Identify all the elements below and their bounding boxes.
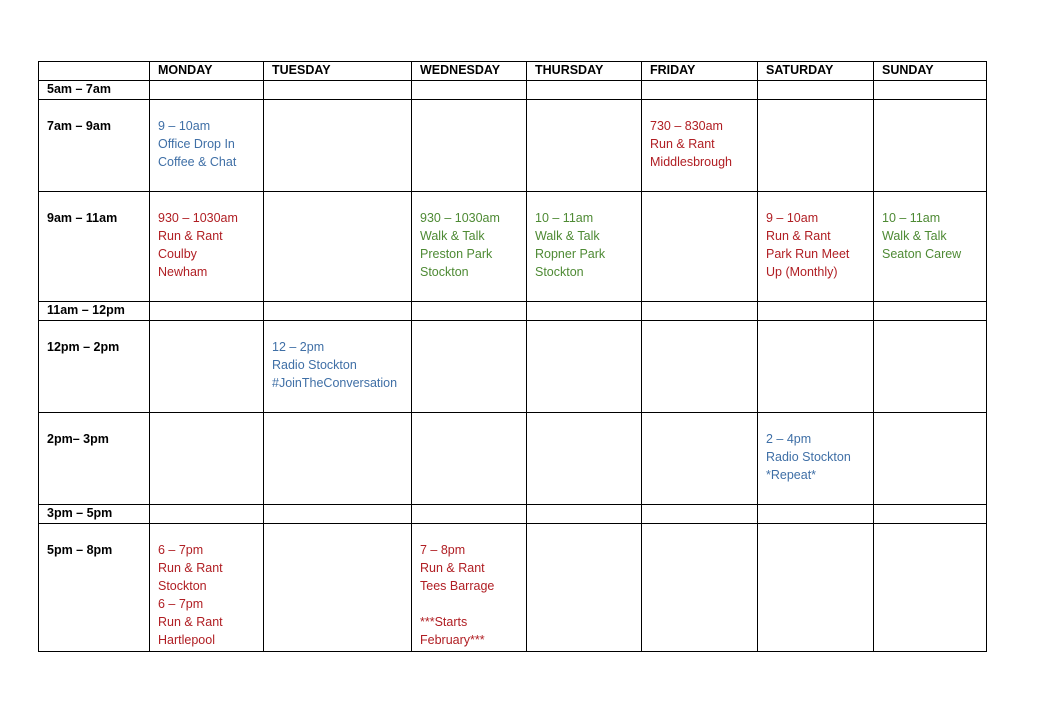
- empty-cell: [412, 100, 527, 192]
- event-text: Stockton: [420, 265, 469, 279]
- corner-cell: [39, 62, 150, 81]
- event-cell: [527, 192, 642, 302]
- event-text: Middlesbrough: [650, 155, 732, 169]
- event-text: *Repeat*: [766, 468, 817, 482]
- empty-cell: [758, 100, 874, 192]
- event-cell: [412, 192, 527, 302]
- empty-cell: [264, 100, 412, 192]
- time-slot-row: [39, 302, 987, 321]
- empty-cell: [642, 81, 758, 100]
- event-text: 7 – 8pm: [420, 543, 466, 557]
- empty-cell: [412, 413, 527, 505]
- event-text: 730 – 830am: [650, 119, 723, 133]
- event-text: [420, 595, 522, 613]
- event-text: Coulby: [158, 247, 197, 261]
- time-slot-label: 9am – 11am: [39, 192, 150, 302]
- event-text: Coffee & Chat: [158, 155, 237, 169]
- day-header-monday: MONDAY: [150, 62, 264, 81]
- event-text: Walk & Talk: [420, 229, 485, 243]
- empty-cell: [264, 192, 412, 302]
- event-text: Ropner Park: [535, 247, 606, 261]
- time-slot-label: 11am – 12pm: [39, 302, 150, 321]
- header-row: [39, 62, 987, 81]
- event-text: February***: [420, 633, 485, 647]
- empty-cell: [412, 81, 527, 100]
- empty-cell: [642, 321, 758, 413]
- event-text: #JoinTheConversation: [272, 376, 398, 390]
- event-text: 10 – 11am: [882, 211, 941, 225]
- event-text: 6 – 7pm: [158, 543, 204, 557]
- empty-cell: [874, 321, 987, 413]
- event-text: Run & Rant: [158, 561, 223, 575]
- day-header-friday: FRIDAY: [642, 62, 758, 81]
- day-header-thursday: THURSDAY: [527, 62, 642, 81]
- event-text: 6 – 7pm: [158, 597, 204, 611]
- time-slot-row: [39, 321, 987, 413]
- event-text: Park Run Meet: [766, 247, 850, 261]
- event-cell: [264, 321, 412, 413]
- empty-cell: [527, 413, 642, 505]
- event-text: Office Drop In: [158, 137, 235, 151]
- empty-cell: [758, 81, 874, 100]
- empty-cell: [642, 505, 758, 524]
- empty-cell: [527, 302, 642, 321]
- empty-cell: [758, 524, 874, 652]
- event-text: Run & Rant: [650, 137, 715, 151]
- empty-cell: [264, 524, 412, 652]
- event-cell: [150, 100, 264, 192]
- event-text: Up (Monthly): [766, 265, 838, 279]
- event-text: Walk & Talk: [535, 229, 600, 243]
- event-text: Run & Rant: [766, 229, 831, 243]
- day-header-sunday: SUNDAY: [874, 62, 987, 81]
- empty-cell: [642, 524, 758, 652]
- time-slot-label: 5pm – 8pm: [39, 524, 150, 652]
- day-header-tuesday: TUESDAY: [264, 62, 412, 81]
- time-slot-row: [39, 505, 987, 524]
- event-text: Radio Stockton: [272, 358, 357, 372]
- empty-cell: [150, 81, 264, 100]
- empty-cell: [150, 321, 264, 413]
- weekly-timetable: [38, 61, 987, 652]
- event-text: 12 – 2pm: [272, 340, 325, 354]
- empty-cell: [758, 321, 874, 413]
- time-slot-row: [39, 192, 987, 302]
- event-cell: [150, 192, 264, 302]
- empty-cell: [264, 302, 412, 321]
- event-text: 10 – 11am: [535, 211, 594, 225]
- event-text: Run & Rant: [158, 229, 223, 243]
- event-text: Stockton: [535, 265, 584, 279]
- event-text: ***Starts: [420, 615, 468, 629]
- empty-cell: [874, 81, 987, 100]
- empty-cell: [264, 413, 412, 505]
- empty-cell: [527, 321, 642, 413]
- event-text: 9 – 10am: [158, 119, 211, 133]
- day-header-saturday: SATURDAY: [758, 62, 874, 81]
- empty-cell: [264, 81, 412, 100]
- event-cell: [874, 192, 987, 302]
- empty-cell: [758, 505, 874, 524]
- empty-cell: [150, 302, 264, 321]
- empty-cell: [150, 505, 264, 524]
- event-text: Radio Stockton: [766, 450, 851, 464]
- time-slot-label: 2pm– 3pm: [39, 413, 150, 505]
- event-cell: [150, 524, 264, 652]
- empty-cell: [758, 302, 874, 321]
- empty-cell: [874, 413, 987, 505]
- empty-cell: [874, 100, 987, 192]
- empty-cell: [642, 413, 758, 505]
- event-text: Walk & Talk: [882, 229, 947, 243]
- empty-cell: [527, 505, 642, 524]
- time-slot-row: [39, 413, 987, 505]
- event-cell: [758, 192, 874, 302]
- empty-cell: [874, 505, 987, 524]
- time-slot-label: 5am – 7am: [39, 81, 150, 100]
- empty-cell: [527, 524, 642, 652]
- event-text: Run & Rant: [158, 615, 223, 629]
- empty-cell: [264, 505, 412, 524]
- event-cell: [758, 413, 874, 505]
- event-text: Hartlepool: [158, 633, 215, 647]
- time-slot-row: [39, 100, 987, 192]
- empty-cell: [527, 81, 642, 100]
- event-text: Run & Rant: [420, 561, 485, 575]
- empty-cell: [412, 505, 527, 524]
- event-text: 930 – 1030am: [158, 211, 238, 225]
- time-slot-label: 7am – 9am: [39, 100, 150, 192]
- event-text: Tees Barrage: [420, 579, 495, 593]
- event-text: Newham: [158, 265, 208, 279]
- event-text: Preston Park: [420, 247, 493, 261]
- time-slot-label: 12pm – 2pm: [39, 321, 150, 413]
- event-text: Stockton: [158, 579, 207, 593]
- empty-cell: [527, 100, 642, 192]
- time-slot-row: [39, 81, 987, 100]
- event-cell: [642, 100, 758, 192]
- empty-cell: [874, 524, 987, 652]
- time-slot-label: 3pm – 5pm: [39, 505, 150, 524]
- empty-cell: [642, 192, 758, 302]
- empty-cell: [642, 302, 758, 321]
- event-text: Seaton Carew: [882, 247, 962, 261]
- event-text: 9 – 10am: [766, 211, 819, 225]
- event-cell: [412, 524, 527, 652]
- empty-cell: [150, 413, 264, 505]
- empty-cell: [874, 302, 987, 321]
- empty-cell: [412, 321, 527, 413]
- time-slot-row: [39, 524, 987, 652]
- event-text: 930 – 1030am: [420, 211, 500, 225]
- event-text: 2 – 4pm: [766, 432, 812, 446]
- empty-cell: [412, 302, 527, 321]
- day-header-wednesday: WEDNESDAY: [412, 62, 527, 81]
